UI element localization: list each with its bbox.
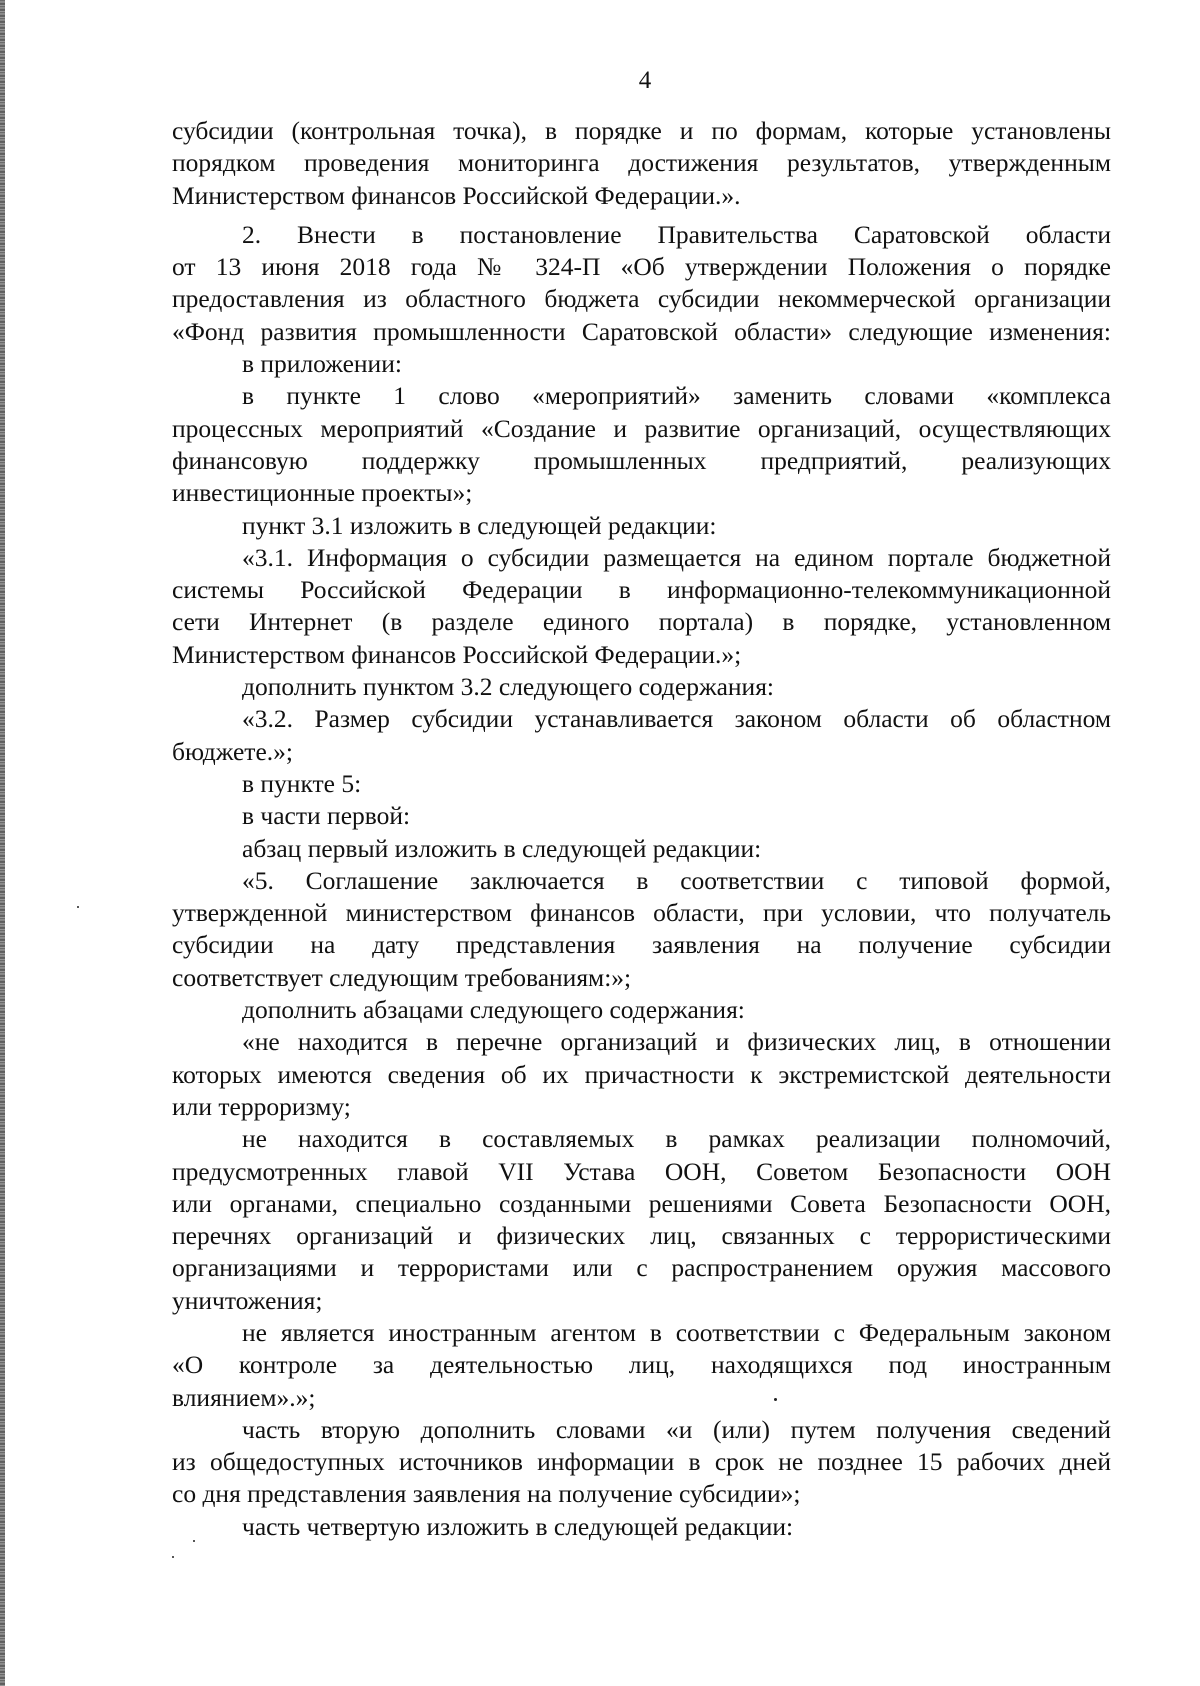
text-line: соответствует следующим требованиям:»; bbox=[172, 962, 632, 992]
text-line: не находится в составляемых в рамках реализации полномочий, bbox=[242, 1124, 1111, 1154]
paragraph-8 bbox=[172, 703, 1111, 768]
text-line: утвержденной министерством финансов области, при условии, что получатель bbox=[172, 898, 1111, 928]
text-line: влиянием».»; bbox=[172, 1382, 316, 1412]
text-line: в части первой: bbox=[242, 801, 411, 831]
text-line: предоставления из областного бюджета субсидии некоммерческой организации bbox=[172, 284, 1111, 314]
text-line: Министерством финансов Российской Федерации.». bbox=[172, 180, 741, 210]
text-line: субсидии на дату представления заявления на получение субсидии bbox=[172, 930, 1111, 960]
text-line: уничтожения; bbox=[172, 1285, 323, 1315]
text-line: Министерством финансов Российской Федерации.»; bbox=[172, 639, 742, 669]
text-line: часть четвертую изложить в следующей редакции: bbox=[242, 1511, 794, 1541]
text-line: «3.2. Размер субсидии устанавливается законом области об областном bbox=[242, 704, 1111, 734]
paragraph-7 bbox=[172, 671, 1111, 703]
paragraph-1 bbox=[172, 115, 1111, 212]
paragraph-10 bbox=[172, 800, 1111, 832]
scan-speck bbox=[172, 1556, 174, 1558]
paragraph-5 bbox=[172, 510, 1111, 542]
paragraph-3 bbox=[172, 348, 1111, 380]
text-line: в пункте 1 слово «мероприятий» заменить словами «комплекса bbox=[242, 381, 1111, 411]
paragraph-4 bbox=[172, 380, 1111, 509]
text-line: или органами, специально созданными решениями Совета Безопасности ООН, bbox=[172, 1188, 1111, 1218]
text-line: не является иностранным агентом в соответствии с Федеральным законом bbox=[242, 1317, 1111, 1347]
text-line: перечнях организаций и физических лиц, связанных с террористическими bbox=[172, 1221, 1111, 1251]
paragraph-13 bbox=[172, 994, 1111, 1026]
paragraph-2 bbox=[172, 219, 1111, 348]
text-line: «5. Соглашение заключается в соответствии с типовой формой, bbox=[242, 865, 1111, 895]
text-line: организациями и террористами или с распространением оружия массового bbox=[172, 1253, 1111, 1283]
text-line: пункт 3.1 изложить в следующей редакции: bbox=[242, 510, 717, 540]
text-line: инвестиционные проекты»; bbox=[172, 478, 473, 508]
text-line: сети Интернет (в разделе единого портала) в порядке, установленном bbox=[172, 607, 1111, 637]
text-line: дополнить абзацами следующего содержания: bbox=[242, 995, 745, 1025]
scan-edge bbox=[0, 0, 5, 1686]
paragraph-11 bbox=[172, 833, 1111, 865]
paragraph-9 bbox=[172, 768, 1111, 800]
text-line: или терроризму; bbox=[172, 1091, 351, 1121]
text-line: бюджете.»; bbox=[172, 736, 293, 766]
text-line: абзац первый изложить в следующей редакции: bbox=[242, 833, 762, 863]
text-line: системы Российской Федерации в информационно-телекоммуникационной bbox=[172, 575, 1111, 605]
text-line: субсидии (контрольная точка), в порядке и по формам, которые установлены bbox=[172, 116, 1111, 145]
paragraph-6 bbox=[172, 542, 1111, 671]
text-line: из общедоступных источников информации в срок не позднее 15 рабочих дней bbox=[172, 1447, 1111, 1477]
paragraph-18 bbox=[172, 1511, 1111, 1543]
text-line: часть вторую дополнить словами «и (или) путем получения сведений bbox=[242, 1414, 1111, 1444]
text-line: «3.1. Информация о субсидии размещается на едином портале бюджетной bbox=[242, 542, 1111, 572]
paragraph-17 bbox=[172, 1414, 1111, 1511]
text-line: «О контроле за деятельностью лиц, находящихся под иностранным bbox=[172, 1350, 1111, 1380]
text-line: в пункте 5: bbox=[242, 768, 362, 798]
text-line: процессных мероприятий «Создание и развитие организаций, осуществляющих bbox=[172, 413, 1111, 443]
text-line: «Фонд развития промышленности Саратовской области» следующие изменения: bbox=[172, 316, 1111, 346]
text-line: которых имеются сведения об их причастности к экстремистской деятельности bbox=[172, 1059, 1111, 1089]
paragraph-12 bbox=[172, 865, 1111, 994]
text-line: в приложении: bbox=[242, 349, 402, 379]
scan-speck bbox=[774, 1398, 777, 1401]
text-line: со дня представления заявления на получение субсидии»; bbox=[172, 1479, 801, 1509]
scan-speck bbox=[193, 1540, 195, 1542]
text-line: 2. Внести в постановление Правительства Саратовской области bbox=[242, 219, 1111, 249]
text-line: финансовую поддержку промышленных предприятий, реализующих bbox=[172, 445, 1111, 475]
document-body bbox=[172, 115, 1111, 1543]
text-line: дополнить пунктом 3.2 следующего содержания: bbox=[242, 672, 775, 702]
paragraph-15 bbox=[172, 1123, 1111, 1317]
paragraph-14 bbox=[172, 1026, 1111, 1123]
paragraph-16 bbox=[172, 1317, 1111, 1414]
scan-speck bbox=[77, 906, 79, 908]
text-line: порядком проведения мониторинга достижения результатов, утвержденным bbox=[172, 148, 1111, 178]
page-number: 4 bbox=[638, 67, 652, 94]
text-line: предусмотренных главой VII Устава ООН, Советом Безопасности ООН bbox=[172, 1156, 1111, 1186]
text-line: от 13 июня 2018 года № 324-П «Об утверждении Положения о порядке bbox=[172, 252, 1111, 282]
text-line: «не находится в перечне организаций и физических лиц, в отношении bbox=[242, 1027, 1111, 1057]
